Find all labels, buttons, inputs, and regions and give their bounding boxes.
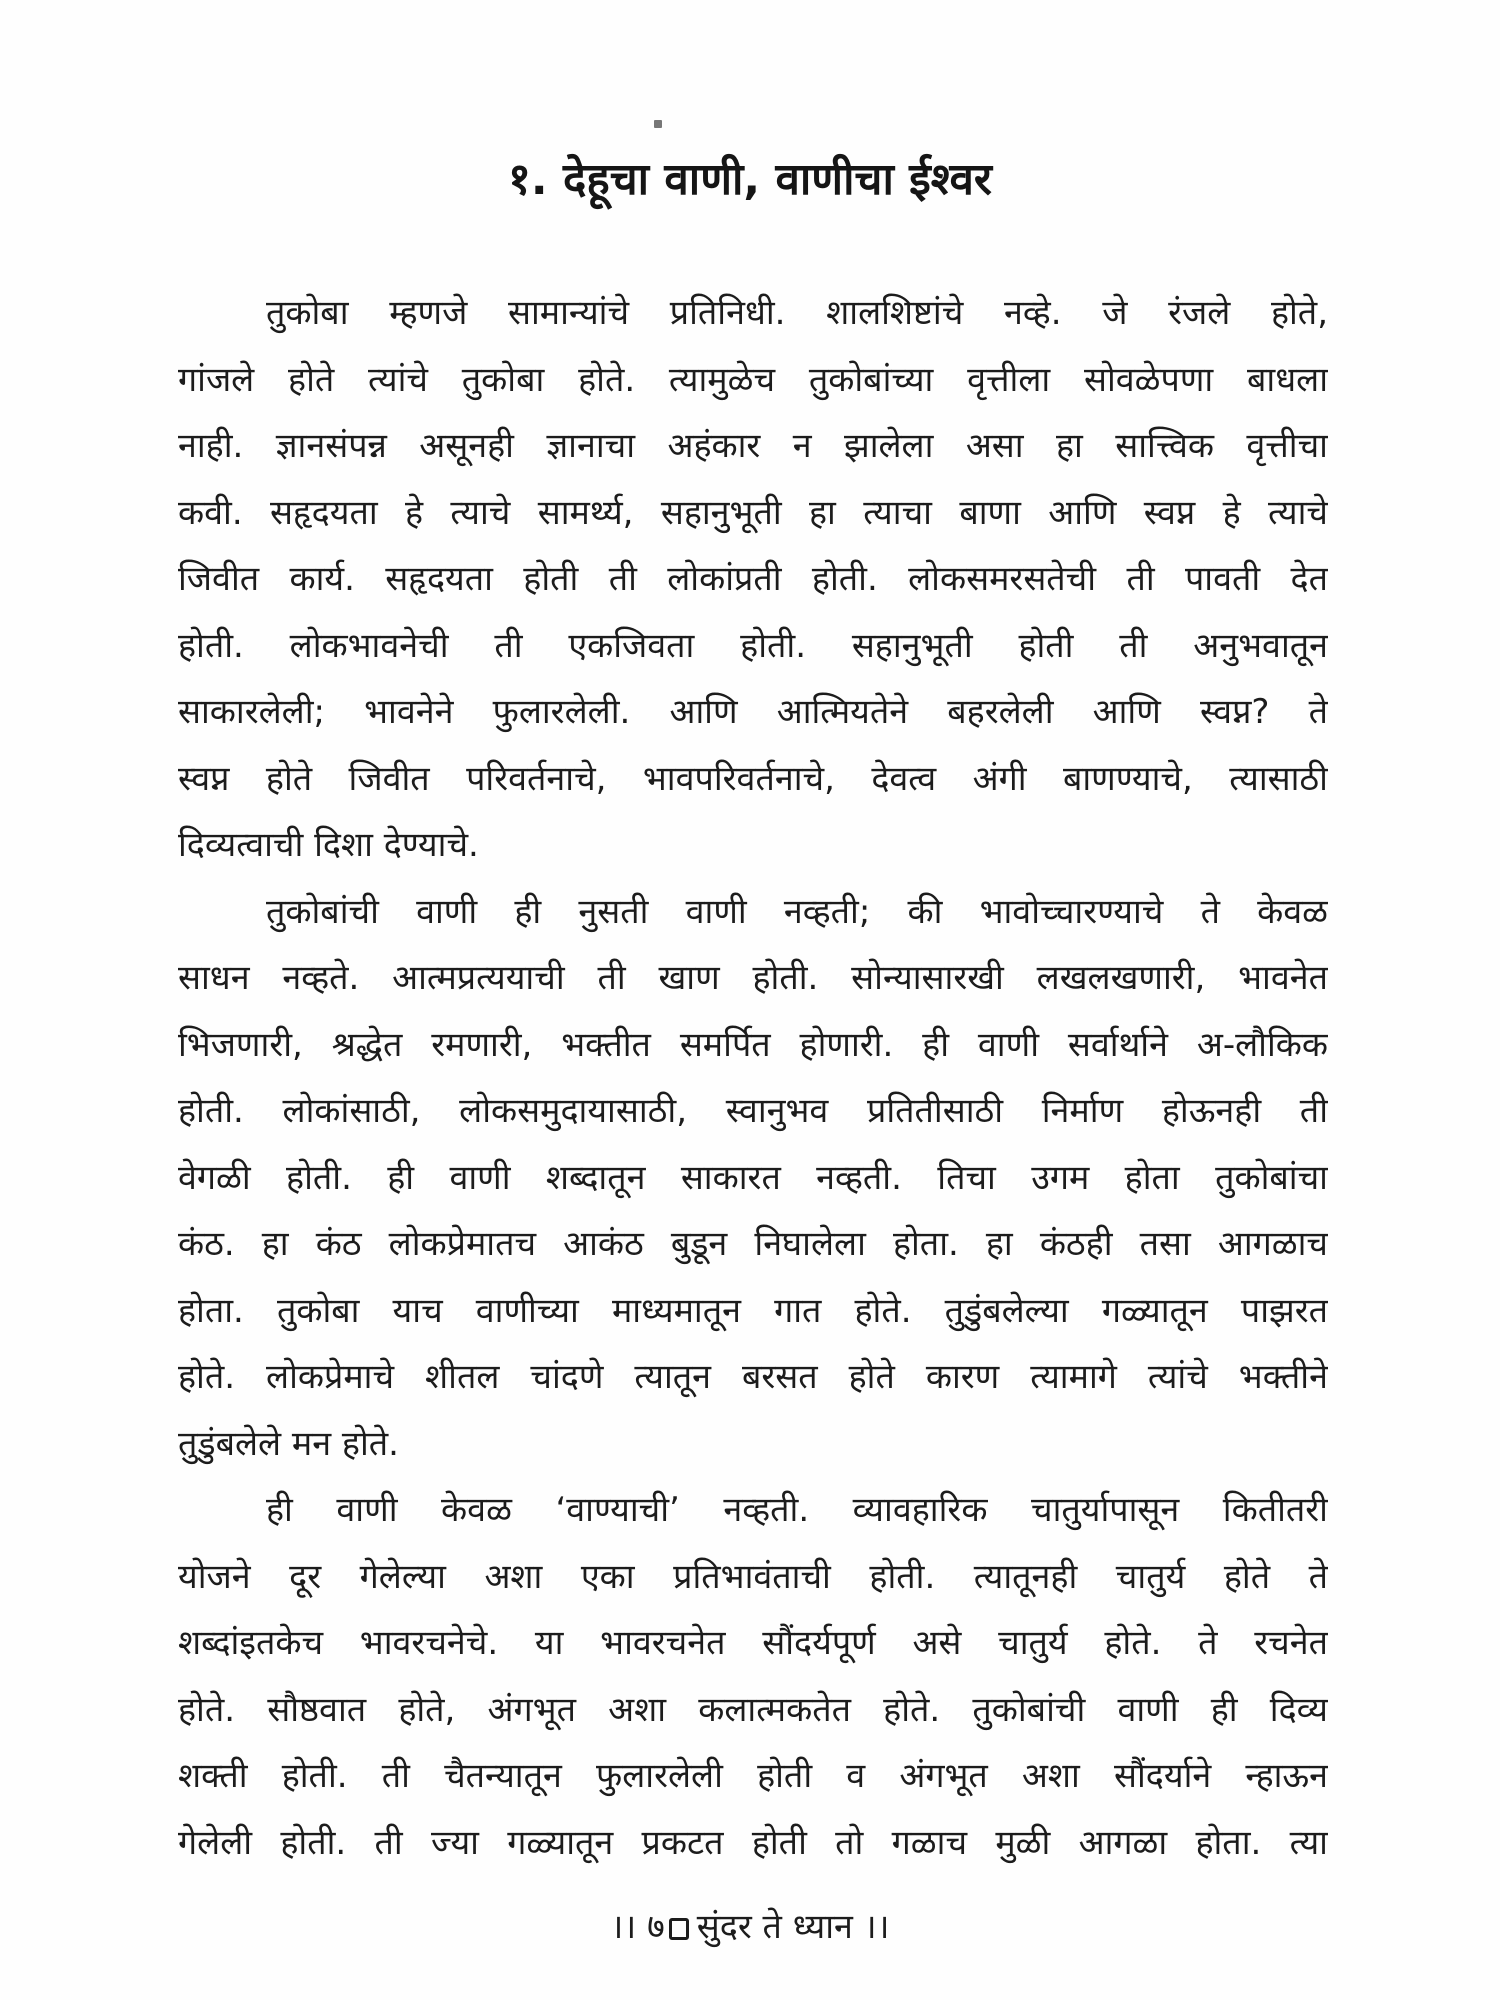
page-footer: [0, 1902, 1500, 1952]
text-line: होती. लोकांसाठी, लोकसमुदायासाठी, स्वानुभव प्रतितीसाठी निर्माण होऊनही ती: [178, 1091, 1328, 1131]
chapter-title: १. देहूचा वाणी, वाणीचा ईश्वर: [508, 154, 992, 205]
text-line: तुकोबांची वाणी ही नुसती वाणी नव्हती; की भावोच्चारण्याचे ते केवळ: [266, 891, 1328, 932]
text-line: स्वप्न होते जिवीत परिवर्तनाचे, भावपरिवर्तनाचे, देवत्व अंगी बाणण्याचे, त्यासाठी: [178, 758, 1328, 799]
footer-book-title: सुंदर ते ध्यान ।।: [696, 1907, 890, 1947]
text-line: कवी. सहृदयता हे त्याचे सामर्थ्य, सहानुभूती हा त्याचा बाणा आणि स्वप्न हे त्याचे: [178, 492, 1328, 533]
text-line: शक्ती होती. ती चैतन्यातून फुलारलेली होती व अंगभूत अशा सौंदर्याने न्हाऊन: [178, 1756, 1328, 1796]
text-line: होते. लोकप्रेमाचे शीतल चांदणे त्यातून बरसत होते कारण त्यामागे त्यांचे भक्तीने: [178, 1357, 1328, 1397]
text-line: होते. सौष्ठवात होते, अंगभूत अशा कलात्मकतेत होते. तुकोबांची वाणी ही दिव्य: [178, 1689, 1328, 1730]
body-text: [178, 280, 1328, 1876]
text-line: होती. लोकभावनेची ती एकजिवता होती. सहानुभूती होती ती अनुभवातून: [178, 625, 1328, 666]
text-line: जिवीत कार्य. सहृदयता होती ती लोकांप्रती होती. लोकसमरसतेची ती पावती देत: [178, 559, 1328, 599]
text-line: साकारलेली; भावनेने फुलारलेली. आणि आत्मियतेने बहरलेली आणि स्वप्न? ते: [178, 692, 1328, 732]
text-line: भिजणारी, श्रद्धेत रमणारी, भक्तीत समर्पित होणारी. ही वाणी सर्वार्थाने अ-लौकिक: [178, 1024, 1328, 1065]
text-line: तुकोबा म्हणजे सामान्यांचे प्रतिनिधी. शालशिष्टांचे नव्हे. जे रंजले होते,: [266, 293, 1328, 333]
paragraph-3: [178, 1477, 1328, 1876]
paragraph-2: [178, 879, 1328, 1478]
text-line: कंठ. हा कंठ लोकप्रेमातच आकंठ बुडून निघालेला होता. हा कंठही तसा आगळाच: [178, 1224, 1328, 1264]
text-line: गांजले होते त्यांचे तुकोबा होते. त्यामुळेच तुकोबांच्या वृत्तीला सोवळेपणा बाधला: [178, 359, 1328, 400]
text-line: साधन नव्हते. आत्मप्रत्ययाची ती खाण होती. सोन्यासारखी लखलखणारी, भावनेत: [178, 958, 1328, 998]
square-bullet-icon: [669, 1918, 689, 1940]
text-line: ही वाणी केवळ ‘वाण्याची’ नव्हती. व्यावहारिक चातुर्यापासून कितीतरी: [266, 1490, 1328, 1530]
text-line: गेलेली होती. ती ज्या गळ्यातून प्रकटत होती तो गळाच मुळी आगळा होता. त्या: [178, 1822, 1328, 1863]
text-line: होता. तुकोबा याच वाणीच्या माध्यमातून गात होते. तुडुंबलेल्या गळ्यातून पाझरत: [178, 1290, 1328, 1331]
text-line: नाही. ज्ञानसंपन्न असूनही ज्ञानाचा अहंकार न झालेला असा हा सात्त्विक वृत्तीचा: [178, 426, 1328, 466]
page-mark: [654, 120, 662, 128]
text-line: दिव्यत्वाची दिशा देण्याचे.: [178, 825, 479, 865]
text-line: शब्दांइतकेच भावरचनेचे. या भावरचनेत सौंदर्यपूर्ण असे चातुर्य होते. ते रचनेत: [178, 1623, 1328, 1663]
text-line: योजने दूर गेलेल्या अशा एका प्रतिभावंताची होती. त्यातूनही चातुर्य होते ते: [178, 1556, 1328, 1597]
text-line: तुडुंबलेले मन होते.: [178, 1423, 399, 1464]
text-line: वेगळी होती. ही वाणी शब्दातून साकारत नव्हती. तिचा उगम होता तुकोबांचा: [178, 1157, 1328, 1198]
paragraph-1: [178, 280, 1328, 879]
footer-page-number: ।। ७: [610, 1907, 665, 1947]
